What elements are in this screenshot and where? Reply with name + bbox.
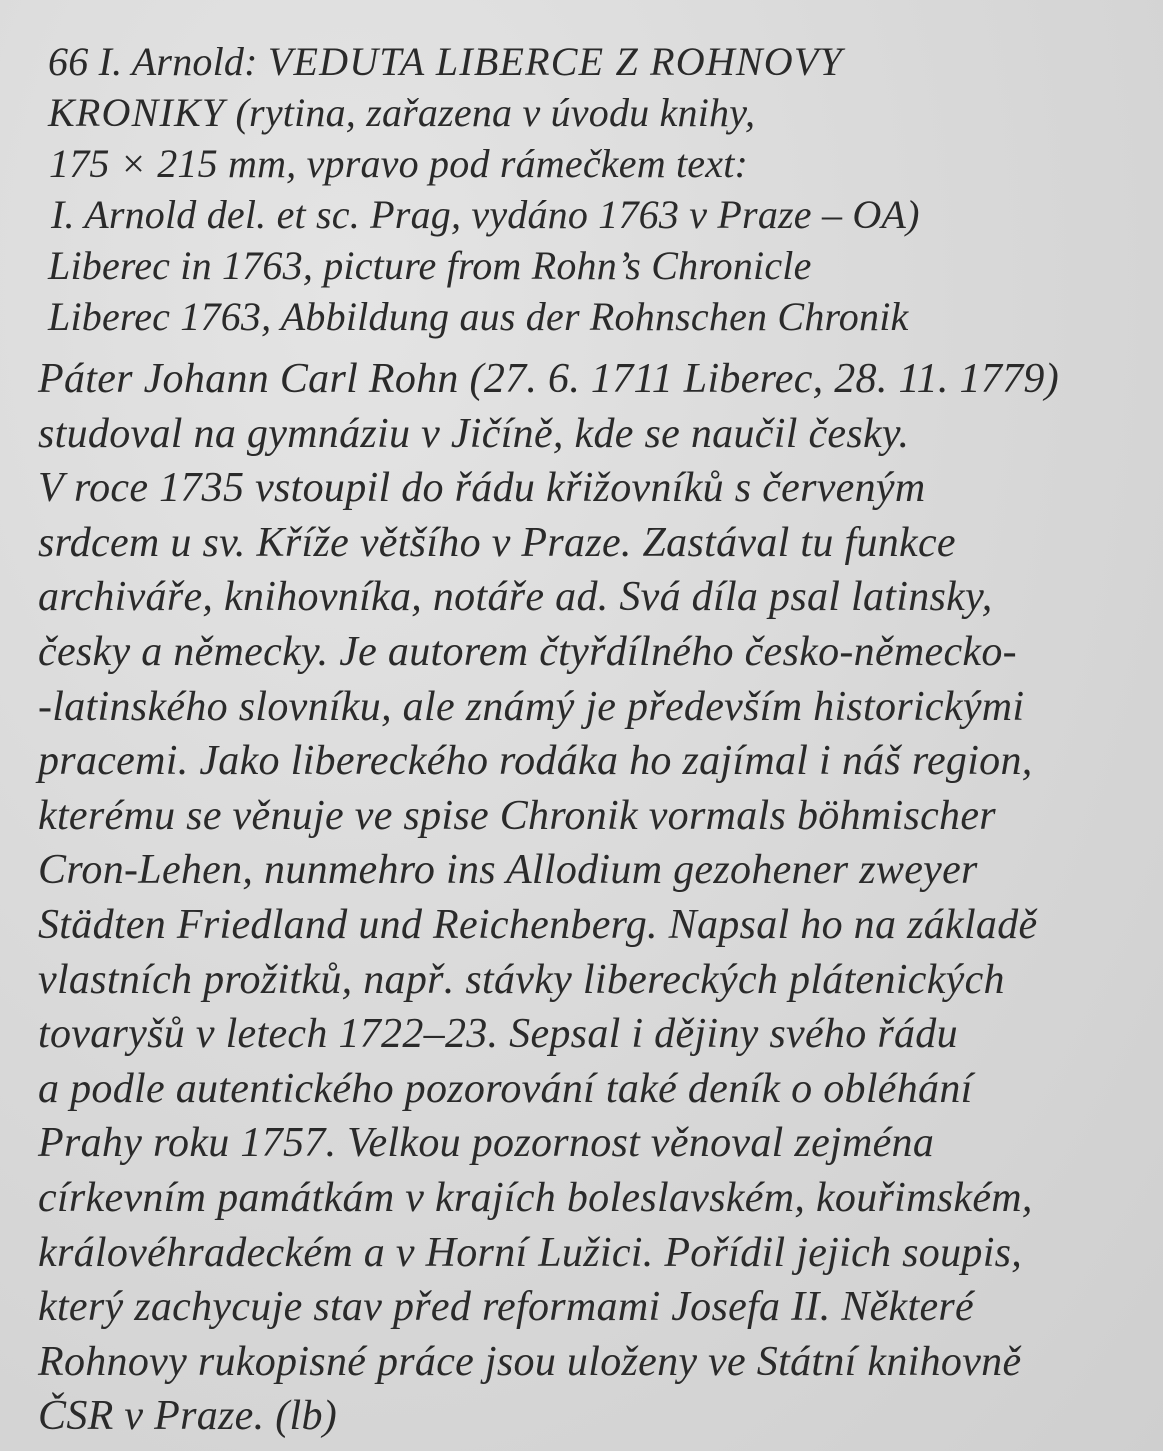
body-line: Prahy roku 1757. Velkou pozornost věnoval zejména [38, 1120, 935, 1167]
body-line: který zachycuje stav před reformami Josefa II. Některé [38, 1284, 974, 1331]
caption-line: I. Arnold del. et sc. Prag, vydáno 1763 v Praze – OA) [51, 192, 920, 237]
body-line: ČSR v Praze. (lb) [38, 1393, 338, 1440]
body-line: česky a německy. Je autorem čtyřdílného česko-německo- [38, 628, 1017, 675]
caption-line: 66 I. Arnold: VEDUTA LIBERCE Z ROHNOVY [48, 39, 843, 84]
caption-line-german: Liberec 1763, Abbildung aus der Rohnschen Chronik [48, 294, 909, 339]
body-line: kterému se věnuje ve spise Chronik vormals böhmischer [38, 792, 996, 839]
body-line: V roce 1735 vstoupil do řádu křižovníků s červeným [38, 465, 926, 512]
caption-line: KRONIKY (rytina, zařazena v úvodu knihy, [48, 90, 756, 135]
body-line: církevním památkám v krajích boleslavském, kouřimském, [38, 1174, 1033, 1221]
body-line: -latinského slovníku, ale známý je především historickými [38, 683, 1025, 730]
body-line: Cron-Lehen, nunmehro ins Allodium gezohener zweyer [38, 847, 978, 894]
body-line: Rohnovy rukopisné práce jsou uloženy ve Státní knihovně [38, 1338, 1022, 1385]
body-line: srdcem u sv. Kříže většího v Praze. Zastával tu funkce [38, 519, 956, 566]
body-paragraph [38, 352, 1148, 1444]
caption-line: 175 × 215 mm, vpravo pod rámečkem text: [49, 141, 749, 186]
body-line: Páter Johann Carl Rohn (27. 6. 1711 Liberec, 28. 11. 1779) [38, 356, 1060, 402]
body-line: pracemi. Jako libereckého rodáka ho zajímal i náš region, [38, 738, 1033, 785]
figure-caption [48, 36, 1148, 342]
body-line: královéhradeckém a v Horní Lužici. Pořídil jejich soupis, [38, 1229, 1023, 1276]
body-line: a podle autentického pozorování také deník o obléhání [38, 1065, 973, 1112]
body-line: Städten Friedland und Reichenberg. Napsal ho na základě [38, 901, 1038, 948]
body-line: studoval na gymnáziu v Jičíně, kde se naučil česky. [38, 410, 910, 457]
caption-line-english: Liberec in 1763, picture from Rohn’s Chronicle [48, 243, 812, 288]
body-line: tovaryšů v letech 1722–23. Sepsal i dějiny svého řádu [38, 1011, 958, 1058]
body-line: archiváře, knihovníka, notáře ad. Svá díla psal latinsky, [38, 574, 993, 621]
body-line: vlastních prožitků, např. stávky libereckých plátenických [38, 956, 1005, 1003]
